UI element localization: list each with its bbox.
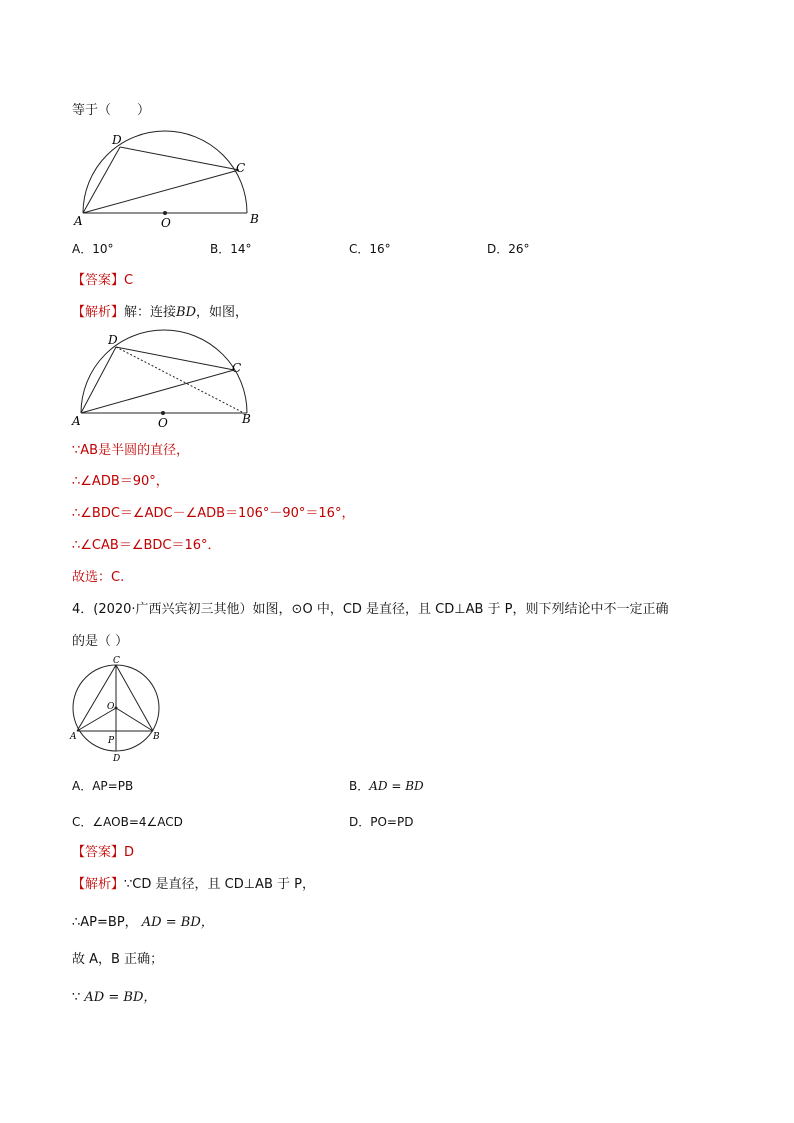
q4-option-b: B．AD = BD <box>349 779 424 793</box>
q4-option-d: D．PO=PD <box>349 815 414 829</box>
option-a: A．10° <box>72 242 114 256</box>
question-4-stem-1: 4．(2020·广西兴宾初三其他）如图，⊙O 中，CD 是直径，且 CD⊥AB 于 P，则下列结论中不一定正确 <box>72 602 669 617</box>
step-4: ∴∠CAB＝∠BDC＝16°． <box>72 538 221 553</box>
answer-tag: 【答案】 <box>72 273 125 288</box>
circle-figure <box>68 655 168 765</box>
label-b: B <box>250 212 259 226</box>
q4-answer-line: 【答案】D <box>72 845 135 860</box>
label-d: D <box>112 133 122 147</box>
q4-option-c: C．∠AOB=4∠ACD <box>72 815 183 829</box>
label-a: A <box>74 214 83 228</box>
choice-line: 故选：C. <box>72 570 125 585</box>
label-o: O <box>161 216 171 230</box>
svg-text:A: A <box>70 732 77 742</box>
question-tail: 等于（ ） <box>72 103 151 118</box>
q4-option-a: A．AP=PB <box>72 779 134 793</box>
svg-text:C: C <box>113 656 120 666</box>
option-b: B．14° <box>210 242 252 256</box>
svg-text:D: D <box>113 754 121 764</box>
answer-value: C <box>124 273 134 288</box>
svg-text:B: B <box>153 732 160 742</box>
svg-text:D: D <box>108 333 118 347</box>
svg-text:P: P <box>108 736 115 746</box>
step-1: ∵AB是半圆的直径， <box>72 443 190 458</box>
q4-analysis-2: ∴AP=BP， AD = BD， <box>72 915 214 930</box>
q4-analysis-3: 故 A，B 正确； <box>72 952 164 967</box>
question-4-stem-2: 的是（ ） <box>72 634 129 649</box>
option-c: C．16° <box>349 242 391 256</box>
svg-text:A: A <box>72 414 81 428</box>
svg-text:C: C <box>232 361 242 375</box>
svg-text:O: O <box>158 416 168 430</box>
semicircle-figure-2 <box>70 330 270 430</box>
answer-line <box>72 272 133 290</box>
step-3: ∴∠BDC＝∠ADC－∠ADB＝106°－90°＝16°， <box>72 506 355 521</box>
step-2: ∴∠ADB＝90°， <box>72 474 169 489</box>
svg-text:O: O <box>107 702 115 712</box>
q4-analysis-4: ∵ AD = BD， <box>72 990 157 1005</box>
semicircle-figure-1 <box>70 128 270 228</box>
svg-text:B: B <box>242 412 251 426</box>
label-c: C <box>236 161 246 175</box>
analysis-line: 【解析】解：连接BD，如图， <box>72 305 249 320</box>
q4-analysis-1: 【解析】∵CD 是直径，且 CD⊥AB 于 P， <box>72 877 315 892</box>
option-d: D．26° <box>487 242 530 256</box>
